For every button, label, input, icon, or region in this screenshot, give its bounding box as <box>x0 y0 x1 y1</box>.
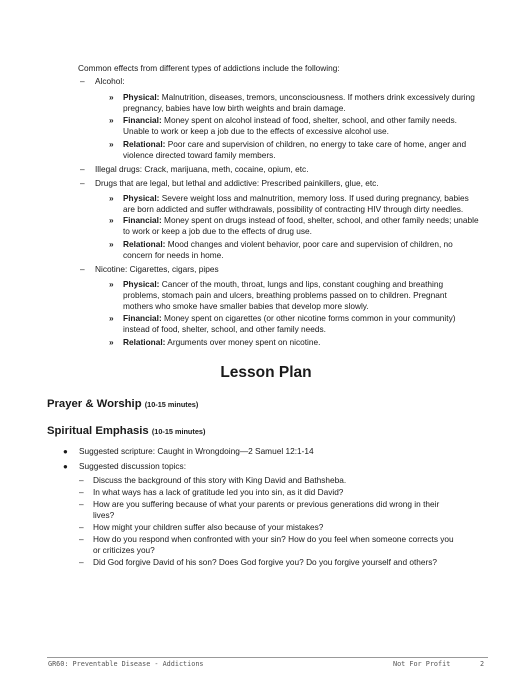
text-line: violence directed toward family members. <box>123 150 276 161</box>
text-line: Severe weight loss and malnutrition, memory loss. If used during pregnancy, babies <box>161 193 469 203</box>
bullet-icon: ● <box>63 462 68 471</box>
prayer-worship-heading <box>47 398 198 410</box>
dash-marker: – <box>80 264 85 274</box>
alcohol-label: Alcohol: <box>95 76 125 86</box>
nicotine-label: Nicotine: Cigarettes, cigars, pipes <box>95 264 219 274</box>
footer-divider <box>47 657 488 658</box>
text-line: Money spent on drugs instead of food, shelter, school, and other family needs; unable <box>164 215 479 225</box>
footer-not-for-profit: Not For Profit <box>393 660 451 668</box>
text-line: are born addicted and suffer withdrawals, possibility of contracting HIV through dirty needles. <box>123 204 464 215</box>
arrow-marker: » <box>109 215 114 225</box>
text-line: lives? <box>93 510 115 520</box>
arrow-marker: » <box>109 115 114 125</box>
dash-marker: – <box>79 475 84 485</box>
term-label: Physical: <box>123 279 160 289</box>
legal-drugs-label: Drugs that are legal, but lethal and addictive: Prescribed painkillers, glue, etc. <box>95 178 379 188</box>
text-line: or criticizes you? <box>93 545 155 555</box>
term-label: Relational: <box>123 337 166 347</box>
intro-text: Common effects from different types of addictions include the following: <box>78 63 340 73</box>
term-label: Financial: <box>123 215 162 225</box>
arrow-marker: » <box>109 239 114 249</box>
arrow-marker: » <box>109 279 114 289</box>
text-line: problems, stomach pain and ulcers, breathing problems passed on to children. Pregnant <box>123 290 447 301</box>
text-line: Money spent on cigarettes (or other nicotine forms common in your community) <box>164 313 456 323</box>
section-title: Spiritual Emphasis <box>47 425 149 437</box>
dash-marker: – <box>79 487 84 497</box>
section-time: (10-15 minutes) <box>151 427 206 436</box>
text-line: How are you suffering because of what your parents or previous generations did wrong in their <box>93 499 440 509</box>
text-line: Money spent on alcohol instead of food, shelter, school, and other family needs. <box>164 115 457 125</box>
text-line: concern for needs in home. <box>123 250 224 261</box>
text-line: How do you respond when confronted with your sin? How do you feel when someone corrects you <box>93 534 454 544</box>
question-text <box>93 499 501 521</box>
dash-marker: – <box>80 178 85 188</box>
term-label: Relational: <box>123 239 166 249</box>
section-time: (10-15 minutes) <box>144 400 199 409</box>
question-text <box>93 534 501 556</box>
topics-label: Suggested discussion topics: <box>79 461 187 471</box>
arrow-marker: » <box>109 139 114 149</box>
text-line: Arguments over money spent on nicotine. <box>167 337 321 347</box>
text-line: to work or keep a job due to the effects of drug use. <box>123 226 312 237</box>
text-line: instead of food, shelter, school, and other family needs. <box>123 324 326 335</box>
dash-marker: – <box>80 76 85 86</box>
arrow-marker: » <box>109 337 114 347</box>
scripture-text: Suggested scripture: Caught in Wrongdoing—2 Samuel 12:1-14 <box>79 446 314 456</box>
spiritual-emphasis-heading <box>47 425 205 437</box>
question-text: How might your children suffer also because of your mistakes? <box>93 522 324 532</box>
arrow-marker: » <box>109 193 114 203</box>
text-line: mothers who smoke have smaller babies that develop more slowly. <box>123 301 369 312</box>
arrow-marker: » <box>109 92 114 102</box>
section-title: Prayer & Worship <box>47 398 142 410</box>
question-text: Discuss the background of this story with King David and Bathsheba. <box>93 475 347 485</box>
text-line: Cancer of the mouth, throat, lungs and lips, constant coughing and breathing <box>161 279 444 289</box>
arrow-marker: » <box>109 313 114 323</box>
dash-marker: – <box>80 164 85 174</box>
question-text: In what ways has a lack of gratitude led you into sin, as it did David? <box>93 487 344 497</box>
term-label: Financial: <box>123 313 162 323</box>
dash-marker: – <box>79 534 84 544</box>
illegal-drugs-text: Illegal drugs: Crack, marijuana, meth, cocaine, opium, etc. <box>95 164 309 174</box>
text-line: Poor care and supervision of children, no energy to take care of home, anger and <box>167 139 467 149</box>
text-line: Malnutrition, diseases, tremors, unconsciousness. If mothers drink excessively during <box>161 92 475 102</box>
lesson-plan-heading: Lesson Plan <box>220 364 312 381</box>
question-text: Did God forgive David of his son? Does God forgive you? Do you forgive yourself and others? <box>93 557 438 567</box>
dash-marker: – <box>79 499 84 509</box>
term-label: Physical: <box>123 92 160 102</box>
footer-title: GR60: Preventable Disease - Addictions <box>48 660 204 668</box>
text-line: Unable to work or keep a job due to the effects of excessive alcohol use. <box>123 126 389 137</box>
text-line: pregnancy, babies have low birth weights and brain damage. <box>123 103 346 114</box>
dash-marker: – <box>79 557 84 567</box>
term-label: Physical: <box>123 193 160 203</box>
page-number: 2 <box>480 660 485 668</box>
term-label: Financial: <box>123 115 162 125</box>
term-label: Relational: <box>123 139 166 149</box>
dash-marker: – <box>79 522 84 532</box>
bullet-icon: ● <box>63 447 68 456</box>
text-line: Mood changes and violent behavior, poor care and supervision of children, no <box>167 239 453 249</box>
